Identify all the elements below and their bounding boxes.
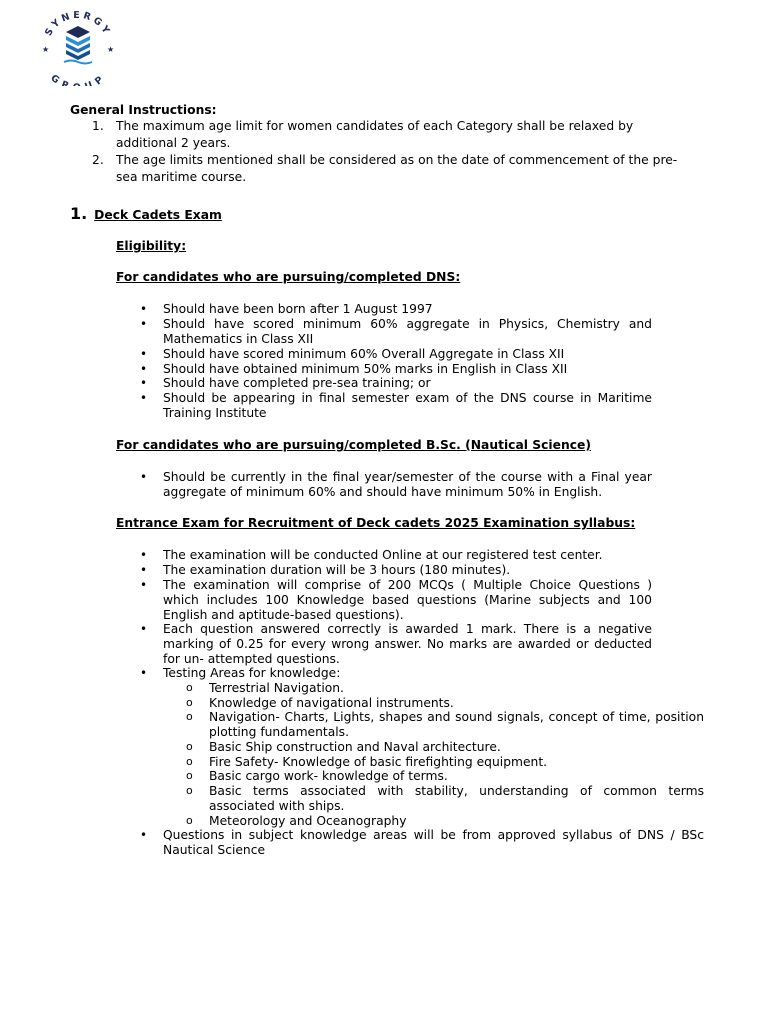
general-instructions-heading: General Instructions: bbox=[70, 103, 217, 117]
sub-list-item: o Meteorology and Oceanography bbox=[186, 814, 407, 828]
list-item: • Should have scored minimum 60% aggregate in Physics, Chemistry and Mathematics in Class XII bbox=[140, 317, 652, 346]
svg-text:★: ★ bbox=[42, 45, 50, 54]
list-item: • Should have completed pre-sea training; or bbox=[140, 376, 431, 390]
list-item: • Testing Areas for knowledge: bbox=[140, 666, 341, 680]
list-item: • Should be currently in the final year/semester of the course with a Final year aggregate of minimum 60% and should have minimum 50% in English. bbox=[140, 470, 652, 499]
sub-list-item: o Basic terms associated with stability, understanding of common terms associated with ships. bbox=[186, 784, 704, 813]
list-item: • The examination will be conducted Online at our registered test center. bbox=[140, 548, 603, 562]
synergy-group-logo bbox=[36, 8, 120, 86]
sub-list-item: o Fire Safety- Knowledge of basic firefighting equipment. bbox=[186, 755, 548, 769]
item-text: The maximum age limit for women candidates of each Category shall be relaxed by additional 2 years. bbox=[116, 119, 634, 150]
dns-heading: For candidates who are pursuing/completed DNS: bbox=[116, 270, 461, 284]
list-item: • The examination will comprise of 200 MCQs ( Multiple Choice Questions ) which includes 100 Knowledge based questions (Marine subjects and 100 English and aptitude-based questions). bbox=[140, 578, 652, 622]
sub-list-item: o Basic Ship construction and Naval architecture. bbox=[186, 740, 501, 754]
svg-text:★: ★ bbox=[107, 45, 115, 54]
list-item: • Each question answered correctly is awarded 1 mark. There is a negative marking of 0.25 for every wrong answer. No marks are awarded or deducted for un- attempted questions. bbox=[140, 622, 652, 666]
exam-heading: Entrance Exam for Recruitment of Deck cadets 2025 Examination syllabus: bbox=[116, 516, 636, 530]
item-number: 1. bbox=[92, 119, 104, 133]
svg-text:SYNERGY: SYNERGY bbox=[43, 9, 113, 39]
list-item: • Should be appearing in final semester exam of the DNS course in Maritime Training Institute bbox=[140, 391, 652, 420]
section-number: 1. bbox=[70, 204, 88, 223]
list-item: • Should have been born after 1 August 1997 bbox=[140, 302, 433, 316]
sub-list-item: o Terrestrial Navigation. bbox=[186, 681, 344, 695]
list-item: • Should have obtained minimum 50% marks in English in Class XII bbox=[140, 362, 568, 376]
item-text: The age limits mentioned shall be considered as on the date of commencement of the pre-sea maritime course. bbox=[116, 153, 678, 184]
list-item: • The examination duration will be 3 hours (180 minutes). bbox=[140, 563, 511, 577]
eligibility-heading: Eligibility: bbox=[116, 239, 187, 253]
section-heading bbox=[70, 204, 222, 223]
section-title: Deck Cadets Exam bbox=[94, 208, 222, 222]
sub-list-item: o Basic cargo work- knowledge of terms. bbox=[186, 769, 448, 783]
list-item: • Should have scored minimum 60% Overall Aggregate in Class XII bbox=[140, 347, 565, 361]
sub-list-item: o Navigation- Charts, Lights, shapes and sound signals, concept of time, position plotting fundamentals. bbox=[186, 710, 704, 739]
item-number: 2. bbox=[92, 153, 104, 167]
svg-text:GROUP: G UP bbox=[48, 72, 108, 86]
list-item: • Questions in subject knowledge areas will be from approved syllabus of DNS / BSc Nautical Science bbox=[140, 828, 704, 857]
sub-list-item: o Knowledge of navigational instruments. bbox=[186, 696, 454, 710]
synergy-logo-icon bbox=[36, 8, 120, 86]
bsc-heading: For candidates who are pursuing/completed B.Sc. (Nautical Science) bbox=[116, 438, 591, 452]
